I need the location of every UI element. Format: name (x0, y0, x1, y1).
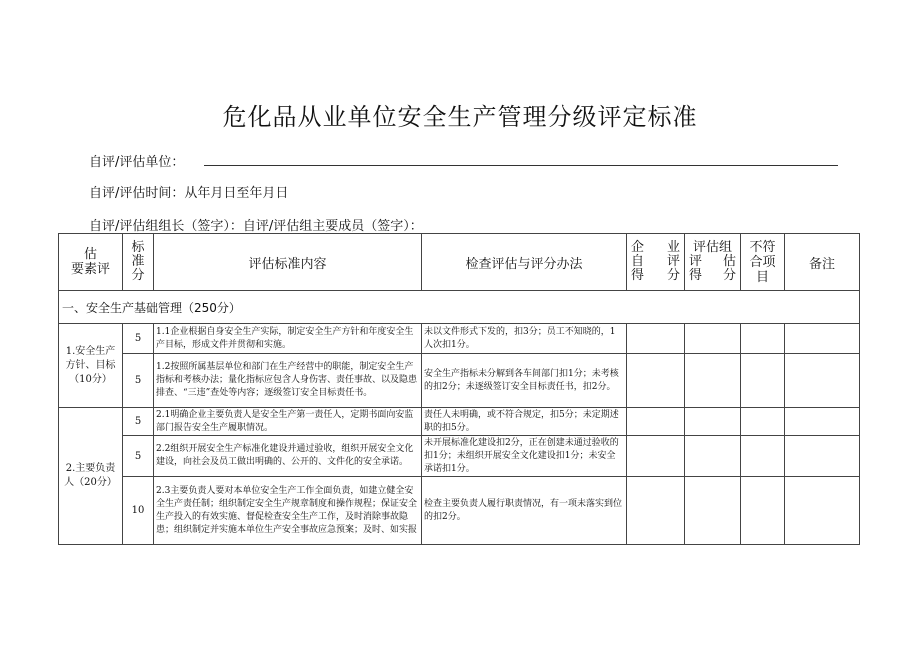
eval-score-cell (685, 477, 741, 545)
content-cell: 2.3主要负责人要对本单位安全生产工作全面负责，如建立健全安全生产责任制；组织制定安全生产规章制度和操作规程；保证安全生产投入的有效实施、督促检查安全生产工作，及时消除事故隐患；组织制定并实施本单位生产安全事故应急预案；及时、如实报 (154, 477, 422, 545)
self-score-cell (627, 354, 685, 408)
self-score-cell (627, 324, 685, 354)
eval-score-cell (685, 324, 741, 354)
header-self-1a: 企 (631, 240, 645, 255)
header-method: 检查评估与评分办法 (422, 234, 627, 291)
score-cell: 5 (123, 354, 154, 408)
header-element-line1: 估 (83, 247, 97, 262)
table-row (59, 477, 860, 545)
category-cell: 1.安全生产方针、目标（10分） (59, 324, 123, 408)
header-eval-2b: 估 (722, 254, 736, 269)
header-self-score (627, 234, 685, 291)
nonconform-cell (741, 354, 785, 408)
unit-blank-line (204, 165, 838, 166)
standards-table (58, 233, 860, 545)
remark-cell (785, 436, 860, 477)
table-row (59, 408, 860, 436)
header-self-1b: 业 (666, 240, 680, 255)
method-cell: 未开展标准化建设扣2分，正在创建未通过验收的扣1分；未组织开展安全文化建设扣1分；未安全承诺扣1分。 (422, 436, 627, 477)
nonconform-cell (741, 436, 785, 477)
header-eval-3a: 得 (689, 268, 703, 283)
eval-score-cell (685, 354, 741, 408)
self-score-cell (627, 408, 685, 436)
header-eval-2a: 评 (689, 254, 703, 269)
unit-label: 自评/评估单位： (89, 155, 185, 170)
document-title: 危化品从业单位安全生产管理分级评定标准 (222, 103, 698, 131)
remark-cell (785, 354, 860, 408)
score-cell: 10 (123, 477, 154, 545)
header-self-3b: 分 (666, 268, 680, 283)
table-row (59, 324, 860, 354)
eval-score-cell (685, 436, 741, 477)
score-cell: 5 (123, 436, 154, 477)
nonconform-cell (741, 324, 785, 354)
remark-cell (785, 408, 860, 436)
header-self-2a: 自 (631, 254, 645, 269)
self-score-cell (627, 477, 685, 545)
content-cell: 2.1明确企业主要负责人是安全生产第一责任人，定期书面向安监部门报告安全生产履职情况。 (154, 408, 422, 436)
header-eval-3b: 分 (722, 268, 736, 283)
header-self-2b: 评 (666, 254, 680, 269)
team-label: 自评/评估组组长（签字）：自评/评估组主要成员（签字）： (89, 219, 423, 234)
header-content: 评估标准内容 (154, 234, 422, 291)
nonconform-cell (741, 408, 785, 436)
table-row (59, 354, 860, 408)
method-cell: 未以文件形式下发的，扣3分；员工不知晓的，1人次扣1分。 (422, 324, 627, 354)
section-row (59, 291, 860, 324)
remark-cell (785, 324, 860, 354)
header-element (59, 234, 123, 291)
method-cell: 检查主要负责人履行职责情况，有一项未落实到位的扣2分。 (422, 477, 627, 545)
method-cell: 责任人未明确，或不符合规定，扣5分；未定期述职的扣5分。 (422, 408, 627, 436)
content-cell: 1.1企业根据自身安全生产实际，制定安全生产方针和年度安全生产目标，形成文件并贯彻和实施。 (154, 324, 422, 354)
score-cell: 5 (123, 408, 154, 436)
table-row (59, 436, 860, 477)
section-title: 一、安全生产基础管理（250分） (59, 291, 860, 324)
header-standard-score: 标准分 (123, 234, 154, 291)
header-element-line2: 要素评 (70, 262, 110, 277)
category-cell: 2.主要负责人（20分） (59, 408, 123, 545)
header-nonconform: 不符合项目 (741, 234, 785, 291)
header-self-3a: 得 (631, 268, 645, 283)
header-eval-score (685, 234, 741, 291)
content-cell: 1.2按照所属基层单位和部门在生产经营中的职能，制定安全生产指标和考核办法；量化指标应包含人身伤害、责任事故、以及隐患排查、“三违”查处等内容；逐级签订安全目标责任书。 (154, 354, 422, 408)
header-row (59, 234, 860, 291)
nonconform-cell (741, 477, 785, 545)
time-label: 自评/评估时间：从年月日至年月日 (89, 186, 289, 201)
remark-cell (785, 477, 860, 545)
header-eval-1: 评估组 (692, 240, 732, 255)
method-cell: 安全生产指标未分解到各车间部门扣1分；未考核的扣2分；未逐级签订安全目标责任书，扣2分。 (422, 354, 627, 408)
eval-score-cell (685, 408, 741, 436)
content-cell: 2.2组织开展安全生产标准化建设并通过验收，组织开展安全文化建设，向社会及员工做出明确的、公开的、文件化的安全承诺。 (154, 436, 422, 477)
score-cell: 5 (123, 324, 154, 354)
header-remark: 备注 (785, 234, 860, 291)
self-score-cell (627, 436, 685, 477)
